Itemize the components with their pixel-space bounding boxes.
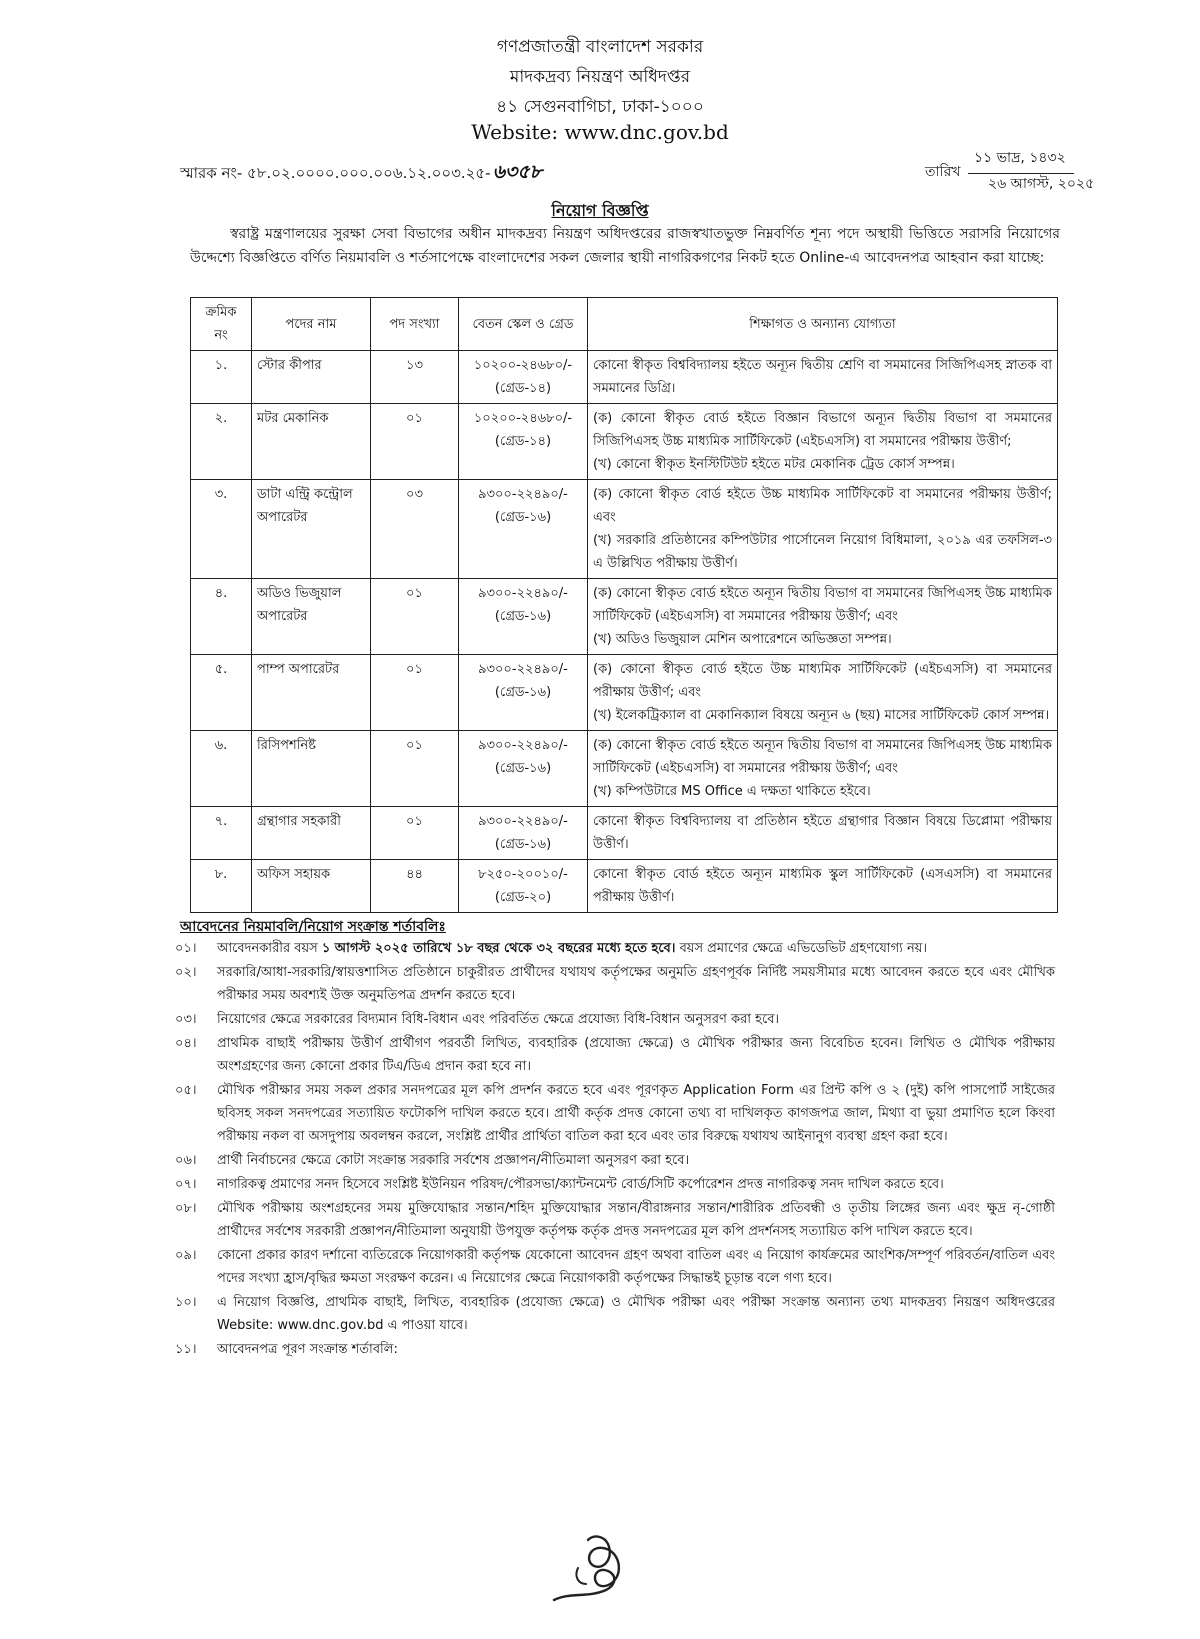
rule-number: ০৯। [175,1248,197,1263]
rule-text: নিয়োগের ক্ষেত্রে সরকারের বিদ্যমান বিধি-বিধান এবং পরিবর্তিত ক্ষেত্রে প্রযোজ্য বিধি-বিধান অনুসরণ করা হবে। [217,1012,780,1027]
row-scale-value: ১০২০০-২৪৬৮০/- [473,411,573,426]
row-qualification [588,655,1058,731]
rule-number: ০৭। [175,1177,197,1192]
list-item [175,1291,1055,1337]
department-name: মাদকদ্রব্য নিয়ন্ত্রণ অধিদপ্তর [509,67,691,87]
rule-text [217,937,1055,960]
row-qualification [588,480,1058,579]
row-post: অডিও ভিজুয়াল অপারেটর [252,579,371,655]
list-item [175,1149,1055,1172]
row-scale [459,480,588,579]
memo-number-text: স্মারক নং- ৫৮.০২.০০০০.০০০.০০৬.১২.০০৩.২৫- [180,164,491,182]
list-item [175,1079,1055,1148]
qualification-line: (ক) কোনো স্বীকৃত বোর্ড হইতে অন্যূন দ্বিতীয় বিভাগ বা সমমানের জিপিএসহ উচ্চ মাধ্যমিক সার্টিফিকেট (এইচএসসি) বা সমমানের পরীক্ষায় উত্তীর্ণ; এবং [593,738,1052,776]
qualification-line: (খ) কোনো স্বীকৃত ইনস্টিটিউট হইতে মটর মেকানিক ট্রেড কোর্স সম্পন্ন। [593,457,955,472]
list-item [175,1008,1055,1031]
row-scale [459,404,588,480]
signature-mark [548,1528,628,1608]
rule-text: প্রার্থী নির্বাচনের ক্ষেত্রে কোটা সংক্রান্ত সরকারি সর্বশেষ প্রজ্ঞাপন/নীতিমালা অনুসরণ করা হবে। [217,1153,690,1168]
date-bangla: ১১ ভাদ্র, ১৪৩২ [968,146,1074,174]
list-item [175,937,1055,960]
row-post: পাম্প অপারেটর [252,655,371,731]
row-qualification [588,731,1058,807]
table-row [191,579,1058,655]
table-row [191,351,1058,404]
row-count: ০৩ [371,480,459,579]
rule-text: মৌখিক পরীক্ষার সময় সকল প্রকার সনদপত্রের মূল কপি প্রদর্শন করতে হবে এবং পূরণকৃত Application Form এর প্রিন্ট কপি ও ২ (দুই) কপি পাসপোর্ট সাইজের ছবিসহ সকল সনদপত্রের সত্যায়িত ফটোকপি দাখিল করতে হবে। প্রার্থী কর্তৃক প্রদত্ত কোনো তথ্য বা দাখিলকৃত কাগজপত্র জাল, মিথ্যা বা ভুয়া প্রমাণিত হলে কিংবা পরীক্ষায় নকল বা অসদুপায় অবলম্বন করলে, সংশ্লিষ্ট প্রার্থীর প্রার্থিতা বাতিল করা হবে এবং তার বিরুদ্ধে যথাযথ আইনানুগ ব্যবস্থা গ্রহণ করা হবে। [217,1083,1055,1144]
rule-number: ০৬। [175,1153,197,1168]
row-serial: ৪. [191,579,252,655]
row-grade: (গ্রেড-১৬) [494,761,552,776]
row-post: রিসিপশনিষ্ট [252,731,371,807]
qualification-line: (খ) কম্পিউটারে MS Office এ দক্ষতা থাকিতে হইবে। [593,784,871,799]
address: ৪১ সেগুনবাগিচা, ঢাকা-১০০০ [496,97,704,117]
table-row [191,807,1058,860]
row-grade: (গ্রেড-১৬) [494,510,552,525]
rule-text: কোনো প্রকার কারণ দর্শানো ব্যতিরেকে নিয়োগকারী কর্তৃপক্ষ যেকোনো আবেদন গ্রহণ অথবা বাতিল এবং এ নিয়োগ কার্যক্রমের আংশিক/সম্পূর্ণ পরিবর্তন/বাতিল এবং পদের সংখ্যা হ্রাস/বৃদ্ধির ক্ষমতা সংরক্ষণ করেন। এ নিয়োগের ক্ষেত্রে নিয়োগকারী কর্তৃপক্ষের সিদ্ধান্তই চূড়ান্ত বলে গণ্য হবে। [217,1248,1055,1286]
rule-number: ১০। [175,1295,197,1310]
rule-text: এ নিয়োগ বিজ্ঞপ্তি, প্রাথমিক বাছাই, লিখিত, ব্যবহারিক (প্রযোজ্য ক্ষেত্রে) ও মৌখিক পরীক্ষা এবং পরীক্ষা সংক্রান্ত অন্যান্য তথ্য মাদকদ্রব্য নিয়ন্ত্রণ অধিদপ্তরের Website: www.dnc.gov.bd এ পাওয়া যাবে। [217,1295,1055,1333]
row-count: ০১ [371,655,459,731]
website-line: Website: www.dnc.gov.bd [471,120,729,144]
header-serial [191,298,252,351]
row-post: অফিস সহায়ক [252,860,371,913]
row-qualification [588,860,1058,913]
qualification-line: (খ) সরকারি প্রতিষ্ঠানের কম্পিউটার পার্সোনেল নিয়োগ বিধিমালা, ২০১৯ এর তফসিল-৩ এ উল্লিখিত পরীক্ষায় উত্তীর্ণ। [593,533,1052,571]
intro-text: স্বরাষ্ট্র মন্ত্রণালয়ের সুরক্ষা সেবা বিভাগের অধীন মাদকদ্রব্য নিয়ন্ত্রণ অধিদপ্তরের রাজস্বখাতভুক্ত নিম্নবর্ণিত শূন্য পদে অস্থায়ী ভিত্তিতে সরাসরি নিয়োগের উদ্দেশ্যে বিজ্ঞপ্তিতে বর্ণিত নিয়মাবলি ও শর্তসাপেক্ষে বাংলাদেশের সকল জেলার স্থায়ী নাগরিকগণের নিকট হতে Online-এ আবেদনপত্র আহবান করা যাচ্ছে: [190,226,1060,266]
list-item [175,1338,1055,1361]
qualification-line: (খ) ইলেকট্রিক্যাল বা মেকানিক্যাল বিষয়ে অন্যূন ৬ (ছয়) মাসের সার্টিফিকেট কোর্স সম্পন্ন। [593,708,1050,723]
row-count: ১৩ [371,351,459,404]
memo-handwritten-number: ৬৩৫৮ [492,161,542,183]
rule-text-post: বয়স প্রমাণের ক্ষেত্রে এভিডেভিট গ্রহণযোগ্য নয়। [675,941,928,956]
rule-number: ০৫। [175,1083,197,1098]
header-post: পদের নাম [252,298,371,351]
rules-heading: আবেদনের নিয়মাবলি/নিয়োগ সংক্রান্ত শর্তাবলিঃ [180,919,446,935]
row-serial: ৮. [191,860,252,913]
date-english: ২৬ আগস্ট, ২০২৫ [988,176,1095,192]
rule-text: মৌখিক পরীক্ষায় অংশগ্রহনের সময় মুক্তিযোদ্ধার সন্তান/শহিদ মুক্তিযোদ্ধার সন্তান/বীরাঙ্গনার সন্তান/শারীরিক প্রতিবন্ধী ও তৃতীয় লিঙ্গের জন্য এবং ক্ষুদ্র নৃ-গোষ্ঠী প্রার্থীদের সর্বশেষ সরকারী প্রজ্ঞাপন/নীতিমালা অনুযায়ী উপযুক্ত কর্তৃপক্ষ কর্তৃক প্রদত্ত সনদপত্রের মূল কপি প্রদর্শনসহ সত্যায়িত কপি দাখিল করতে হবে। [217,1201,1055,1239]
row-serial: ১. [191,351,252,404]
posts-table [190,297,1058,913]
table-row [191,655,1058,731]
row-serial: ২. [191,404,252,480]
qualification-line: কোনো স্বীকৃত বিশ্ববিদ্যালয় হইতে অন্যূন দ্বিতীয় শ্রেণি বা সমমানের সিজিপিএসহ স্নাতক বা সমমানের ডিগ্রি। [593,358,1052,396]
row-scale-value: ১০২০০-২৪৬৮০/- [473,358,573,373]
table-row [191,480,1058,579]
list-item [175,1032,1055,1078]
qualification-line: কোনো স্বীকৃত বোর্ড হইতে অন্যূন মাধ্যমিক স্কুল সার্টিফিকেট (এসএসসি) বা সমমানের পরীক্ষায় উত্তীর্ণ। [593,867,1052,905]
qualification-line: (ক) কোনো স্বীকৃত বোর্ড হইতে উচ্চ মাধ্যমিক সার্টিফিকেট (এইচএসসি) বা সমমানের পরীক্ষায় উত্তীর্ণ; এবং [593,662,1052,700]
row-scale [459,655,588,731]
rule-text: প্রাথমিক বাছাই পরীক্ষায় উত্তীর্ণ প্রার্থীগণ পরবর্তী লিখিত, ব্যবহারিক (প্রযোজ্য ক্ষেত্রে) ও মৌখিক পরীক্ষার জন্য বিবেচিত হবেন। লিখিত ও মৌখিক পরীক্ষায় অংশগ্রহণের জন্য কোনো প্রকার টিএ/ডিএ প্রদান করা হবে না। [217,1036,1055,1074]
row-qualification [588,351,1058,404]
date-label: তারিখ [925,164,961,180]
table-row [191,731,1058,807]
intro-paragraph [190,222,1060,270]
rule-number: ০২। [175,965,197,980]
row-qualification [588,579,1058,655]
qualification-line: কোনো স্বীকৃত বিশ্ববিদ্যালয় বা প্রতিষ্ঠান হইতে গ্রন্থাগার বিজ্ঞান বিষয়ে ডিপ্লোমা পরীক্ষায় উত্তীর্ণ। [593,814,1052,852]
header-scale: বেতন স্কেল ও গ্রেড [459,298,588,351]
row-count: ০১ [371,579,459,655]
rule-text: নাগরিকত্ব প্রমাণের সনদ হিসেবে সংশ্লিষ্ট ইউনিয়ন পরিষদ/পৌরসভা/ক্যান্টনমেন্ট বোর্ড/সিটি কর্পোরেশন প্রদত্ত নাগরিকত্ব সনদ দাখিল করতে হবে। [217,1177,944,1192]
row-qualification [588,404,1058,480]
row-scale-value: ৮২৫০-২০০১০/- [478,867,568,882]
row-count: ০১ [371,807,459,860]
row-scale [459,731,588,807]
row-scale [459,579,588,655]
memo-number [180,158,542,190]
rule-text-pre: আবেদনকারীর বয়স [217,941,322,956]
row-scale-value: ৯৩০০-২২৪৯০/- [478,487,568,502]
table-row [191,860,1058,913]
qualification-line: (ক) কোনো স্বীকৃত বোর্ড হইতে অন্যূন দ্বিতীয় বিভাগ বা সমমানের জিপিএসহ উচ্চ মাধ্যমিক সার্টিফিকেট (এইচএসসি) বা সমমানের পরীক্ষায় উত্তীর্ণ; এবং [593,586,1052,624]
header-serial-b: নং [214,328,228,343]
row-scale [459,351,588,404]
list-item [175,1173,1055,1196]
rule-text: আবেদনপত্র পূরণ সংক্রান্ত শর্তাবলি: [217,1342,398,1357]
rule-text: সরকারি/আধা-সরকারি/স্বায়ত্তশাসিত প্রতিষ্ঠানে চাকুরীরত প্রার্থীদের যথাযথ কর্তৃপক্ষের অনুমতি গ্রহণপূর্বক নির্দিষ্ট সময়সীমার মধ্যে আবেদন করতে হবে এবং মৌখিক পরীক্ষার সময় অবশ্যই উক্ত অনুমতিপত্র প্রদর্শন করতে হবে। [217,965,1055,1003]
rule-number: ০১। [175,941,197,956]
rule-text-bold: ১ আগস্ট ২০২৫ তারিখে ১৮ বছর থেকে ৩২ বছরের মধ্যে হতে হবে। [321,941,676,956]
row-post: মটর মেকানিক [252,404,371,480]
row-scale-value: ৯৩০০-২২৪৯০/- [478,662,568,677]
row-count: ০১ [371,404,459,480]
qualification-line: (ক) কোনো স্বীকৃত বোর্ড হইতে বিজ্ঞান বিভাগে অন্যূন দ্বিতীয় বিভাগ বা সমমানের সিজিপিএসহ উচ্চ মাধ্যমিক সার্টিফিকেট (এইচএসসি) বা সমমানের পরীক্ষায় উত্তীর্ণ; [593,411,1052,449]
row-grade: (গ্রেড-১৬) [494,837,552,852]
row-count: ৪৪ [371,860,459,913]
rule-number: ১১। [175,1342,197,1357]
row-grade: (গ্রেড-২০) [494,890,552,905]
row-post: স্টোর কীপার [252,351,371,404]
header-qualification: শিক্ষাগত ও অন্যান্য যোগ্যতা [588,298,1058,351]
row-grade: (গ্রেড-১৬) [494,685,552,700]
row-scale [459,807,588,860]
rule-number: ০৮। [175,1201,197,1216]
row-scale [459,860,588,913]
qualification-line: (খ) অডিও ভিজুয়াল মেশিন অপারেশনে অভিজ্ঞতা সম্পন্ন। [593,632,892,647]
row-grade: (গ্রেড-১৪) [494,381,552,396]
row-serial: ৭. [191,807,252,860]
row-qualification [588,807,1058,860]
list-item [175,1244,1055,1290]
govt-name: গণপ্রজাতন্ত্রী বাংলাদেশ সরকার [496,37,704,57]
header-serial-a: ক্রমিক [205,305,237,320]
row-grade: (গ্রেড-১৪) [494,434,552,449]
row-count: ০১ [371,731,459,807]
notice-title: নিয়োগ বিজ্ঞপ্তি [551,201,649,220]
row-post: গ্রন্থাগার সহকারী [252,807,371,860]
row-scale-value: ৯৩০০-২২৪৯০/- [478,586,568,601]
qualification-line: (ক) কোনো স্বীকৃত বোর্ড হইতে উচ্চ মাধ্যমিক সার্টিফিকেট বা সমমানের পরীক্ষায় উত্তীর্ণ; এবং [593,487,1052,525]
row-grade: (গ্রেড-১৬) [494,609,552,624]
table-row [191,404,1058,480]
row-scale-value: ৯৩০০-২২৪৯০/- [478,738,568,753]
rule-number: ০৪। [175,1036,197,1051]
rule-number: ০৩। [175,1012,197,1027]
row-serial: ৫. [191,655,252,731]
list-item [175,1197,1055,1243]
row-scale-value: ৯৩০০-২২৪৯০/- [478,814,568,829]
row-post: ডাটা এন্ট্রি কন্ট্রোল অপারেটর [252,480,371,579]
header-count: পদ সংখ্যা [371,298,459,351]
rules-list [175,937,1055,1362]
table-header-row [191,298,1058,351]
list-item [175,961,1055,1007]
row-serial: ৬. [191,731,252,807]
row-serial: ৩. [191,480,252,579]
